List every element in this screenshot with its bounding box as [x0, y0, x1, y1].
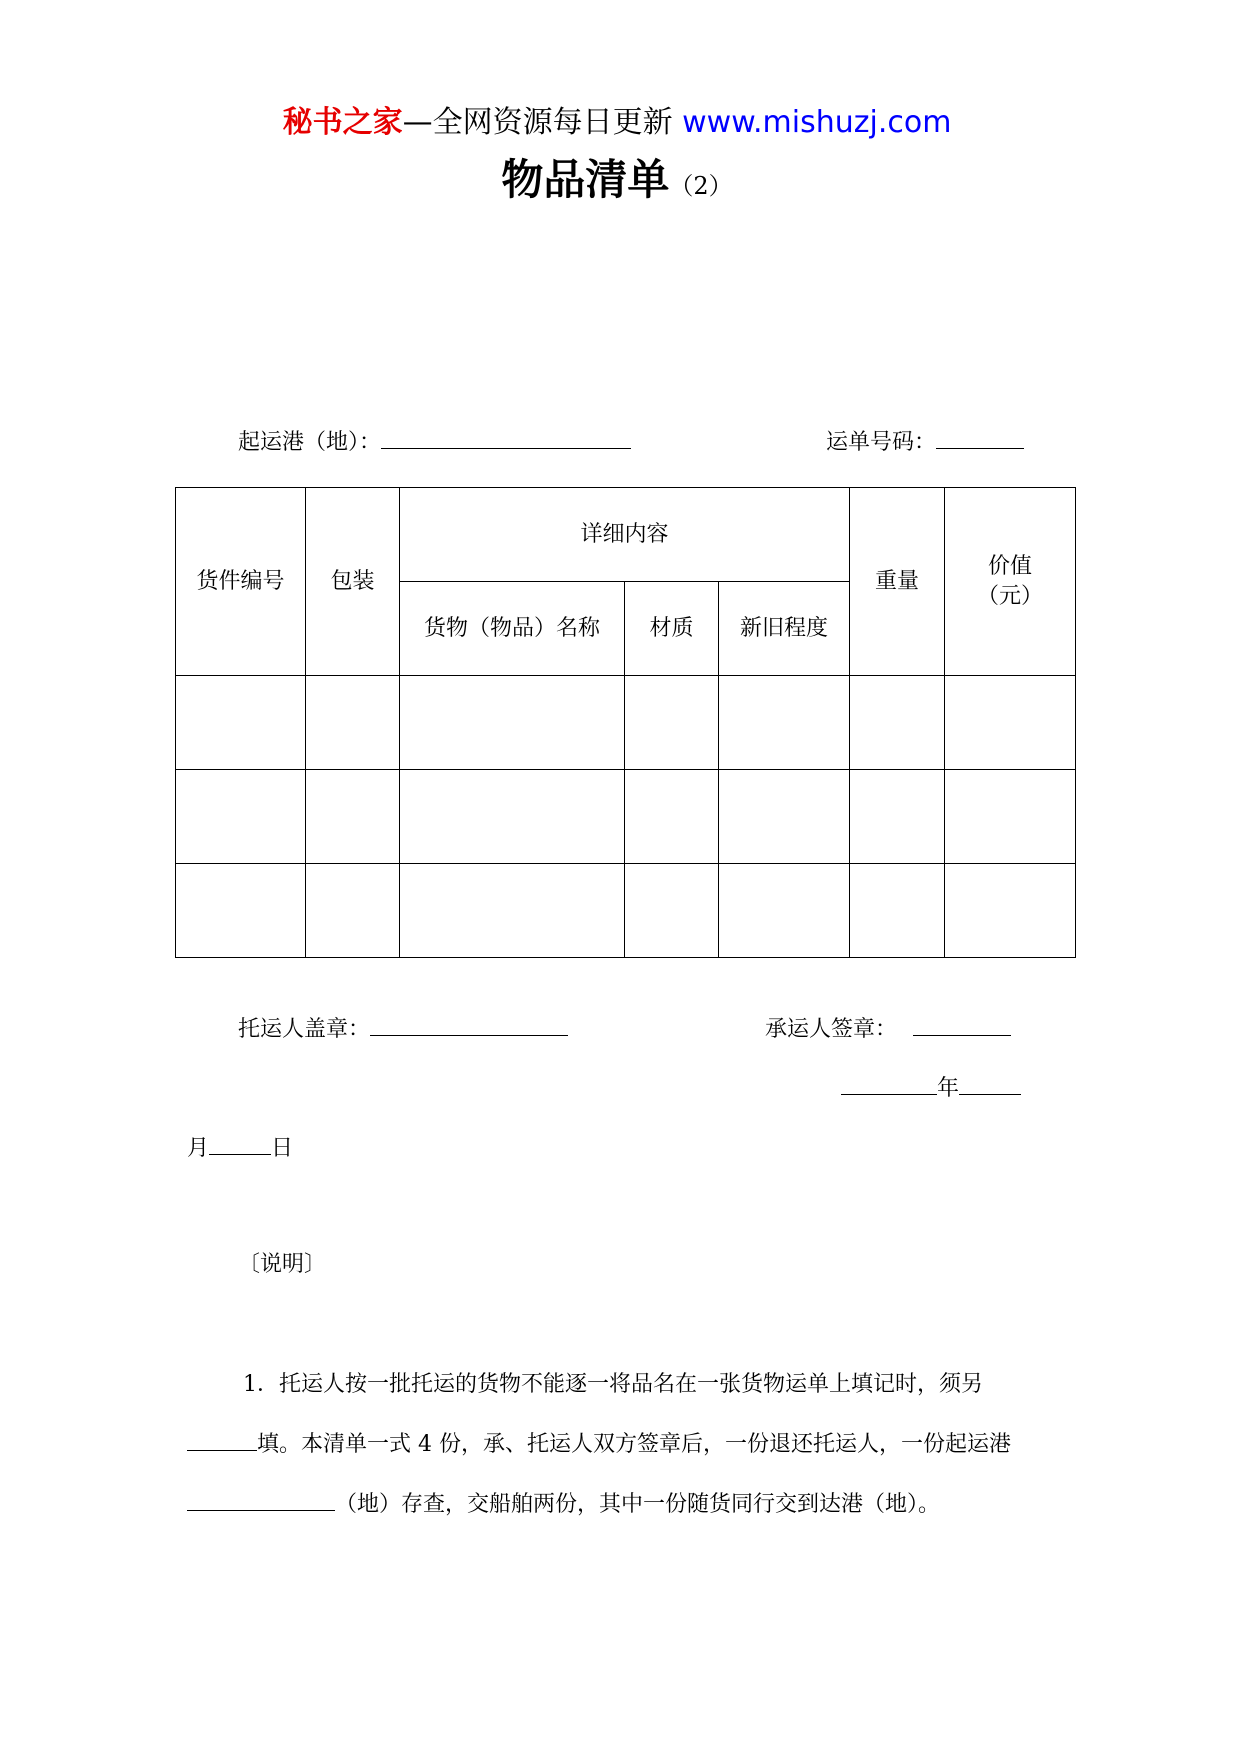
table-cell[interactable] — [850, 864, 945, 958]
header-value-line2: （元） — [976, 583, 1043, 609]
table-cell[interactable] — [176, 864, 306, 958]
header-weight: 重量 — [850, 488, 945, 676]
notes-text-3: （地）存查，交船舶两份，其中一份随货同行交到达港（地）。 — [335, 1492, 941, 1517]
year-blank[interactable] — [841, 1072, 937, 1095]
table-row — [176, 770, 1076, 864]
table-cell[interactable] — [400, 676, 625, 770]
waybill-field — [826, 426, 1024, 458]
table-cell[interactable] — [400, 864, 625, 958]
table-cell[interactable] — [306, 770, 400, 864]
header-value — [945, 488, 1076, 676]
brand-name: 秘书之家 — [282, 105, 403, 140]
notes-text-2: 填。本清单一式 4 份，承、托运人双方签章后，一份退还托运人，一份起运港 — [257, 1432, 1011, 1457]
table-cell[interactable] — [719, 864, 850, 958]
table-cell[interactable] — [945, 770, 1076, 864]
title-sub: （2） — [669, 172, 733, 200]
month-blank[interactable] — [959, 1072, 1021, 1095]
table-cell[interactable] — [625, 676, 719, 770]
header-material: 材质 — [625, 582, 719, 676]
notes-paragraph — [187, 1355, 1047, 1535]
date-month-field — [187, 1132, 293, 1164]
table-cell[interactable] — [625, 770, 719, 864]
goods-table — [175, 487, 1076, 958]
table-row — [176, 676, 1076, 770]
header-detail: 详细内容 — [400, 488, 850, 582]
day-label: 日 — [271, 1136, 294, 1161]
header-value-line1: 价值 — [987, 553, 1032, 579]
header-tagline: —全网资源每日更新 — [402, 105, 683, 140]
origin-label: 起运港（地）： — [238, 430, 382, 455]
origin-field — [238, 426, 631, 458]
shipper-seal-label: 托运人盖章： — [238, 1017, 371, 1042]
notes-blank-2[interactable] — [187, 1488, 335, 1511]
waybill-label: 运单号码： — [826, 430, 937, 455]
table-cell[interactable] — [945, 676, 1076, 770]
table-cell[interactable] — [400, 770, 625, 864]
waybill-blank[interactable] — [936, 426, 1024, 449]
table-cell[interactable] — [719, 770, 850, 864]
site-url[interactable]: www.mishuzj.com — [682, 105, 952, 140]
header-name: 货物（物品）名称 — [400, 582, 625, 676]
title-main: 物品清单 — [501, 155, 670, 204]
carrier-sign-blank[interactable] — [913, 1013, 1011, 1036]
table-cell[interactable] — [306, 676, 400, 770]
notes-blank-1[interactable] — [187, 1428, 257, 1451]
carrier-sign-field — [765, 1013, 1011, 1045]
table-cell[interactable] — [176, 676, 306, 770]
notes-text-1: 1．托运人按一批托运的货物不能逐一将品名在一张货物运单上填记时，须另 — [243, 1372, 983, 1397]
header-packing: 包装 — [306, 488, 400, 676]
shipper-seal-field — [238, 1013, 568, 1045]
table-cell[interactable] — [850, 676, 945, 770]
table-cell[interactable] — [625, 864, 719, 958]
table-header-row — [176, 488, 1076, 582]
year-label: 年 — [937, 1076, 960, 1101]
table-cell[interactable] — [306, 864, 400, 958]
header-condition: 新旧程度 — [719, 582, 850, 676]
carrier-sign-label: 承运人签章： — [765, 1017, 898, 1042]
document-title — [0, 152, 1234, 217]
table-cell[interactable] — [176, 770, 306, 864]
header-item-no: 货件编号 — [176, 488, 306, 676]
origin-blank[interactable] — [381, 426, 631, 449]
month-label: 月 — [187, 1136, 210, 1161]
table-cell[interactable] — [945, 864, 1076, 958]
shipper-seal-blank[interactable] — [370, 1013, 568, 1036]
table-row — [176, 864, 1076, 958]
table-cell[interactable] — [719, 676, 850, 770]
date-year-field — [841, 1072, 1021, 1104]
day-blank[interactable] — [209, 1132, 271, 1155]
table-cell[interactable] — [850, 770, 945, 864]
notes-heading: 〔说明〕 — [238, 1252, 327, 1277]
site-header — [0, 103, 1234, 143]
